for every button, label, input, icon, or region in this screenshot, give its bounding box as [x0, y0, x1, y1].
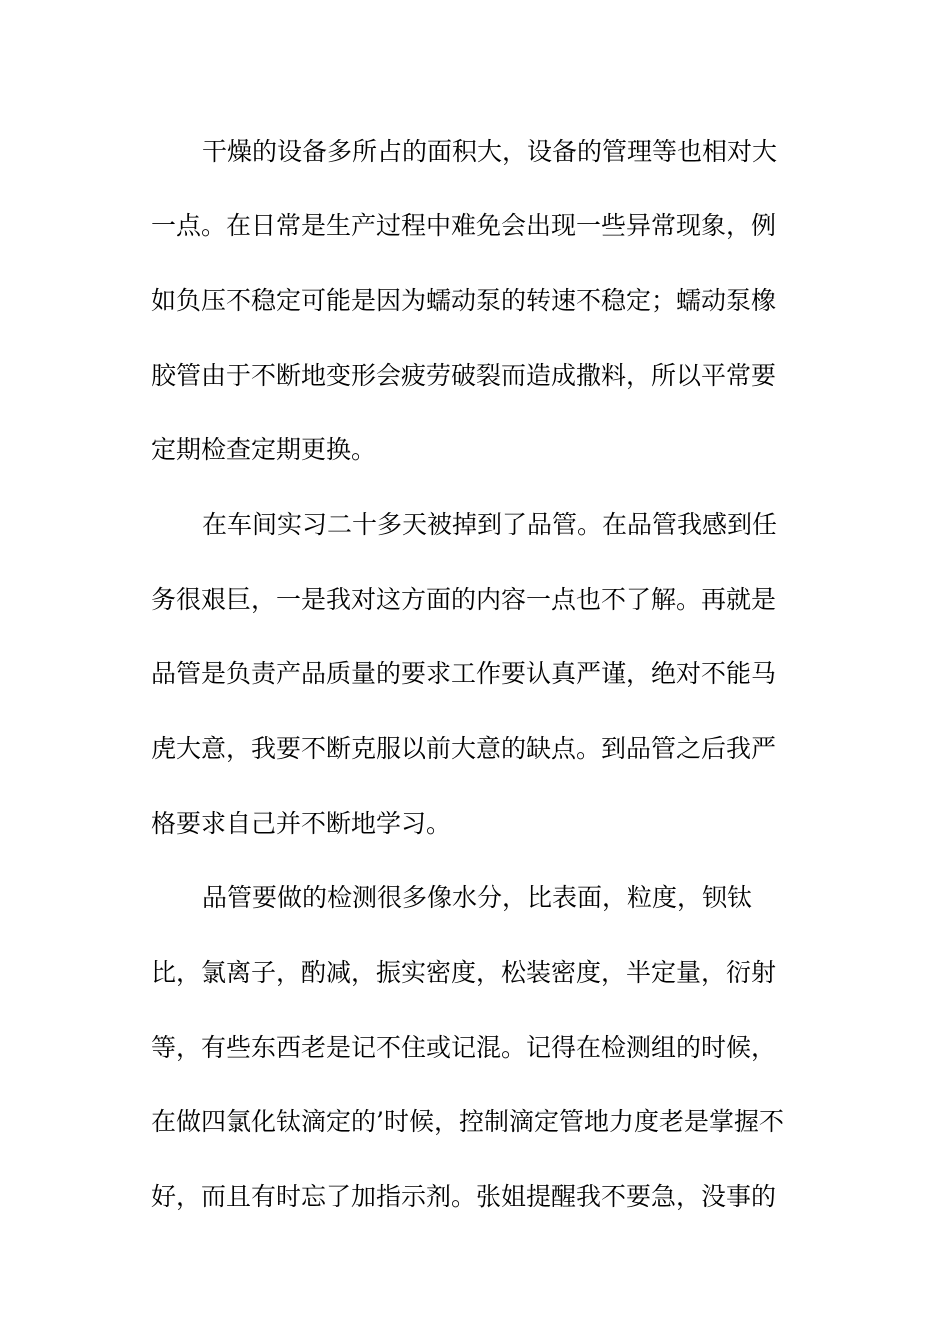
paragraph-2-line-5: 格要求自己并不断地学习。: [151, 809, 452, 838]
paragraph-2-line-2: 务很艰巨，一是我对这方面的内容一点也不了解。再就是: [151, 585, 777, 614]
paragraph-3-line-5: 好，而且有时忘了加指示剂。张姐提醒我不要急，没事的: [151, 1182, 777, 1211]
paragraph-3-line-3: 等，有些东西老是记不住或记混。记得在检测组的时候，: [151, 1033, 777, 1062]
paragraph-2-line-4: 虎大意，我要不断克服以前大意的缺点。到品管之后我严: [151, 734, 777, 763]
paragraph-3-line-2: 比，氯离子，酌减，振实密度，松装密度，半定量，衍射: [151, 958, 777, 987]
paragraph-1-line-5: 定期检查定期更换。: [151, 435, 377, 464]
paragraph-3-line-4: 在做四氯化钛滴定的’时候，控制滴定管地力度老是掌握不: [151, 1107, 784, 1136]
paragraph-3-line-1: 品管要做的检测很多像水分，比表面，粒度，钡钛: [202, 883, 753, 912]
paragraph-1-line-3: 如负压不稳定可能是因为蠕动泵的转速不稳定；蠕动泵橡: [151, 286, 777, 315]
paragraph-2-line-3: 品管是负责产品质量的要求工作要认真严谨，绝对不能马: [151, 659, 777, 688]
paragraph-2-line-1: 在车间实习二十多天被掉到了品管。在品管我感到任: [202, 510, 778, 539]
paragraph-1-line-2: 一点。在日常是生产过程中难免会出现一些异常现象，例: [151, 211, 777, 240]
paragraph-1-line-1: 干燥的设备多所占的面积大，设备的管理等也相对大: [202, 137, 778, 166]
paragraph-1-line-4: 胶管由于不断地变形会疲劳破裂而造成撒料，所以平常要: [151, 361, 777, 390]
